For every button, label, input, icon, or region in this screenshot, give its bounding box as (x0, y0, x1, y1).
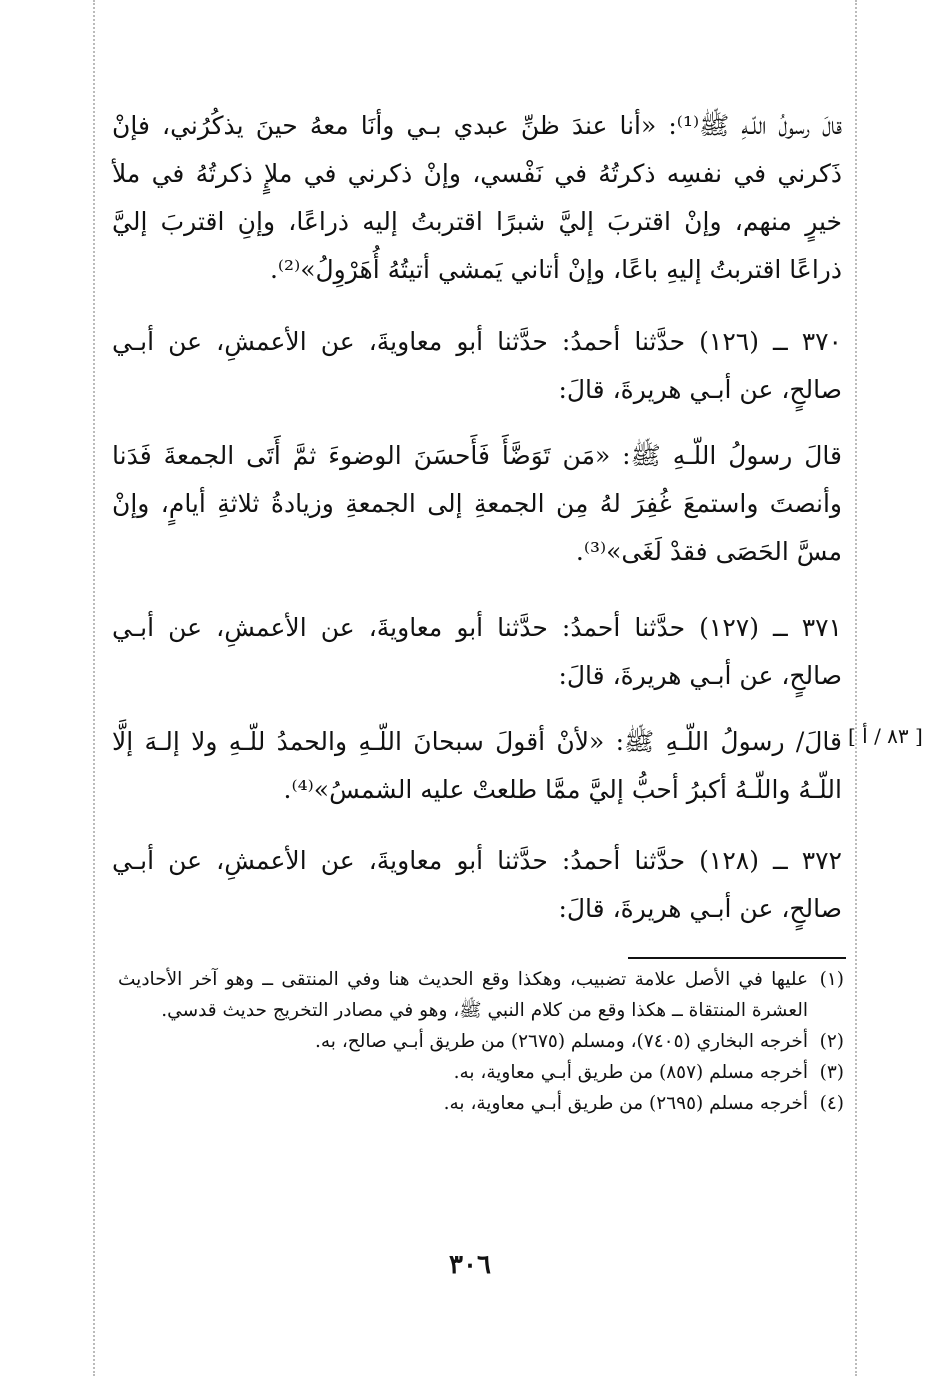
footnote-item (118, 1057, 844, 1088)
footnote-number: (٢) (819, 1031, 844, 1052)
footnote-text: عليها في الأصل علامة تضبيب، وهكذا وقع الحديث هنا وفي المنتقى ــ وهو آخر الأحاديث العشرة المنتقاة ــ هكذا وقع من كلام النبي ﷺ، وهو في مصادر التخريج حديث قدسي. (118, 969, 808, 1021)
page-number: ٣٠٦ (449, 1250, 491, 1280)
footnote-item (118, 1026, 844, 1057)
footnote-text: أخرجه البخاري (٧٤٠٥)، ومسلم (٢٦٧٥) من طريق أبـي صالح، به. (314, 1031, 808, 1052)
footnote-item (118, 964, 844, 1026)
footnote-item (118, 1088, 844, 1119)
footnote-number: (٣) (819, 1062, 844, 1083)
hadith-text-369: قالَ رسولُ اللّـهِ ﷺ⁽¹⁾: «أنا عندَ ظنِّ عبدي بـي وأنَا معهُ حينَ يذكُرُني، فإنْ ذَكرني في نفسِه ذكرتُهُ في نَفْسي، وإنْ ذكرني في ملإٍ ذكرتُهُ في ملأ خيرٍ منهم، وإنْ اقتربَ إليَّ شبرًا اقتربتُ إليه ذراعًا، وإنِ اقتربَ إليَّ ذراعًا اقتربتُ إليهِ باعًا، وإنْ أتاني يَمشي أتيتُهُ أُهَرْوِلُ»⁽²⁾. (112, 111, 842, 284)
footnote-number: (١) (819, 969, 844, 990)
isnad-371: ٣٧١ ــ (١٢٧) حدَّثنا أحمدُ: حدَّثنا أبو معاويةَ، عن الأعمشِ، عن أبـي صالحٍ، عن أبـي هريرةَ، قالَ: (112, 613, 842, 690)
footnote-number: (٤) (819, 1093, 844, 1114)
hadith-text-371: قالَ/ رسولُ اللّـهِ ﷺ: «لأنْ أقولَ سبحانَ اللّـهِ والحمدُ للّـهِ ولا إلـهَ إلَّا اللّـهُ واللّـهُ أكبرُ أحبُّ إليَّ ممَّا طلعتْ عليه الشمسُ»⁽⁴⁾. (112, 727, 842, 804)
footnotes (118, 964, 844, 1119)
hadith-text-370: قالَ رسولُ اللّـهِ ﷺ: «مَن تَوَضَّأَ فَأَحسَنَ الوضوءَ ثمَّ أَتَى الجمعةَ فَدَنا وأنصتَ واستمعَ غُفِرَ لهُ مِن الجمعةِ إلى الجمعةِ وزيادةُ ثلاثةِ أيامٍ، وإنْ مسَّ الحَصَى فقدْ لَغَى»⁽³⁾. (112, 441, 842, 566)
isnad-372: ٣٧٢ ــ (١٢٨) حدَّثنا أحمدُ: حدَّثنا أبو معاويةَ، عن الأعمشِ، عن أبـي صالحٍ، عن أبـي هريرةَ، قالَ: (112, 846, 842, 923)
footnote-text: أخرجه مسلم (٨٥٧) من طريق أبـي معاوية، به. (453, 1062, 808, 1083)
footnote-separator (628, 957, 846, 959)
isnad-370: ٣٧٠ ــ (١٢٦) حدَّثنا أحمدُ: حدَّثنا أبو معاويةَ، عن الأعمشِ، عن أبـي صالحٍ، عن أبـي هريرةَ، قالَ: (112, 327, 842, 404)
manuscript-folio-marker: [ ٨٣ / أ ] (848, 724, 923, 748)
footnote-text: أخرجه مسلم (٢٦٩٥) من طريق أبـي معاوية، به. (443, 1093, 808, 1114)
scan-edge-dots-left (93, 0, 95, 1376)
